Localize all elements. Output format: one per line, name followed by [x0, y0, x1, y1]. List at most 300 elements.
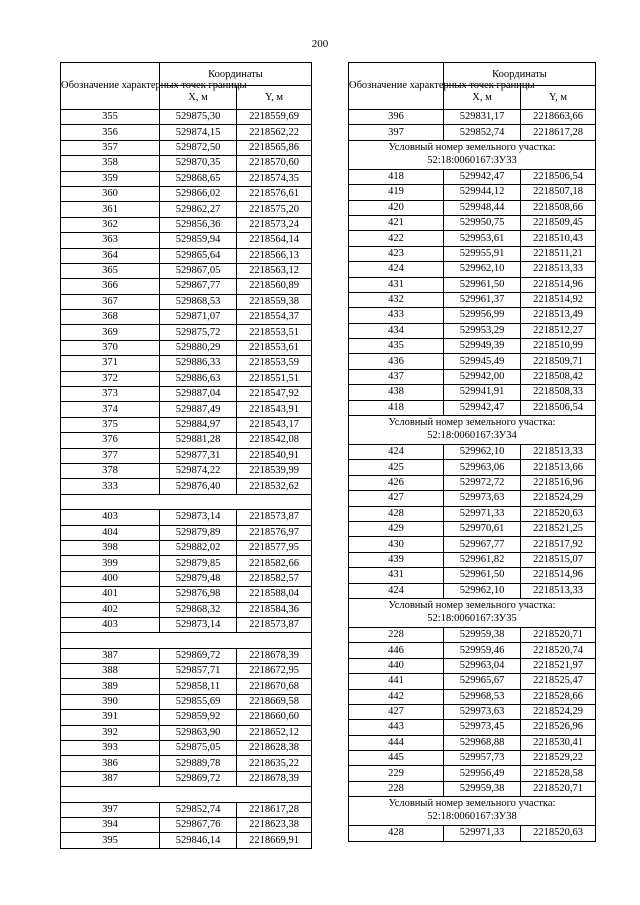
point-id-cell: 434: [349, 323, 444, 338]
x-coordinate-cell: 529963,04: [444, 658, 521, 673]
x-coordinate-cell: 529831,17: [444, 110, 521, 125]
x-coordinate-cell: 529879,48: [160, 571, 237, 586]
point-id-cell: 427: [349, 491, 444, 506]
spacer-row: [61, 494, 312, 509]
point-id-cell: 376: [61, 433, 160, 448]
point-id-cell: 428: [349, 506, 444, 521]
point-id-cell: 418: [349, 400, 444, 415]
y-coordinate-cell: 2218623,38: [237, 817, 312, 832]
x-coordinate-cell: 529962,10: [444, 445, 521, 460]
table-row: [61, 110, 312, 125]
y-coordinate-cell: 2218524,29: [521, 491, 596, 506]
table-row: [61, 756, 312, 771]
point-id-cell: 431: [349, 277, 444, 292]
table-row: [349, 674, 596, 689]
parcel-title-row: [349, 598, 596, 627]
y-coordinate-cell: 2218510,99: [521, 339, 596, 354]
header-x: X, м: [160, 86, 237, 110]
y-coordinate-cell: 2218530,41: [521, 735, 596, 750]
point-id-cell: 431: [349, 568, 444, 583]
table-row: [61, 771, 312, 786]
header-coordinates: Координаты: [160, 63, 312, 86]
x-coordinate-cell: 529852,74: [160, 802, 237, 817]
y-coordinate-cell: 2218554,37: [237, 310, 312, 325]
x-coordinate-cell: 529941,91: [444, 385, 521, 400]
y-coordinate-cell: 2218669,91: [237, 833, 312, 848]
y-coordinate-cell: 2218669,58: [237, 694, 312, 709]
table-row: [349, 369, 596, 384]
x-coordinate-cell: 529887,04: [160, 387, 237, 402]
y-coordinate-cell: 2218574,35: [237, 171, 312, 186]
parcel-number-label: Условный номер земельного участка: 52:18:0060167:ЗУ38: [349, 797, 596, 826]
point-id-cell: 367: [61, 294, 160, 309]
point-id-cell: 365: [61, 263, 160, 278]
x-coordinate-cell: 529852,74: [444, 125, 521, 140]
table-row: [61, 433, 312, 448]
table-row: [61, 310, 312, 325]
x-coordinate-cell: 529971,33: [444, 506, 521, 521]
table-row: [61, 679, 312, 694]
y-coordinate-cell: 2218517,92: [521, 537, 596, 552]
x-coordinate-cell: 529880,29: [160, 340, 237, 355]
table-row: [61, 402, 312, 417]
table-row: [349, 231, 596, 246]
point-id-cell: 387: [61, 648, 160, 663]
y-coordinate-cell: 2218566,13: [237, 248, 312, 263]
y-coordinate-cell: 2218573,87: [237, 617, 312, 632]
table-row: [349, 766, 596, 781]
x-coordinate-cell: 529868,32: [160, 602, 237, 617]
y-coordinate-cell: 2218663,66: [521, 110, 596, 125]
y-coordinate-cell: 2218672,95: [237, 664, 312, 679]
table-row: [61, 664, 312, 679]
x-coordinate-cell: 529961,37: [444, 292, 521, 307]
point-id-cell: 361: [61, 202, 160, 217]
point-id-cell: 439: [349, 552, 444, 567]
point-id-cell: 387: [61, 771, 160, 786]
x-coordinate-cell: 529965,67: [444, 674, 521, 689]
x-coordinate-cell: 529945,49: [444, 354, 521, 369]
y-coordinate-cell: 2218529,22: [521, 751, 596, 766]
table-row: [349, 583, 596, 598]
x-coordinate-cell: 529973,45: [444, 720, 521, 735]
x-coordinate-cell: 529873,14: [160, 617, 237, 632]
y-coordinate-cell: 2218514,96: [521, 277, 596, 292]
y-coordinate-cell: 2218588,04: [237, 587, 312, 602]
y-coordinate-cell: 2218521,97: [521, 658, 596, 673]
x-coordinate-cell: 529869,72: [160, 648, 237, 663]
x-coordinate-cell: 529963,06: [444, 460, 521, 475]
y-coordinate-cell: 2218553,51: [237, 325, 312, 340]
point-id-cell: 397: [61, 802, 160, 817]
table-row: [349, 323, 596, 338]
point-id-cell: 423: [349, 246, 444, 261]
point-id-cell: 404: [61, 525, 160, 540]
y-coordinate-cell: 2218582,66: [237, 556, 312, 571]
point-id-cell: 398: [61, 540, 160, 555]
x-coordinate-cell: 529961,50: [444, 568, 521, 583]
table-row: [61, 325, 312, 340]
y-coordinate-cell: 2218509,45: [521, 215, 596, 230]
x-coordinate-cell: 529875,72: [160, 325, 237, 340]
point-id-cell: 422: [349, 231, 444, 246]
point-id-cell: 420: [349, 200, 444, 215]
y-coordinate-cell: 2218543,91: [237, 402, 312, 417]
point-id-cell: 440: [349, 658, 444, 673]
table-row: [61, 233, 312, 248]
point-id-cell: 355: [61, 110, 160, 125]
x-coordinate-cell: 529846,14: [160, 833, 237, 848]
table-row: [61, 741, 312, 756]
spacer-cell: [61, 633, 312, 648]
table-row: [349, 215, 596, 230]
x-coordinate-cell: 529886,33: [160, 356, 237, 371]
y-coordinate-cell: 2218670,68: [237, 679, 312, 694]
table-row: [349, 826, 596, 841]
point-id-cell: 363: [61, 233, 160, 248]
point-id-cell: 397: [349, 125, 444, 140]
y-coordinate-cell: 2218508,42: [521, 369, 596, 384]
table-row: [349, 110, 596, 125]
header-coordinates: Координаты: [444, 63, 596, 86]
point-id-cell: 395: [61, 833, 160, 848]
x-coordinate-cell: 529944,12: [444, 185, 521, 200]
point-id-cell: 356: [61, 125, 160, 140]
y-coordinate-cell: 2218515,07: [521, 552, 596, 567]
spacer-row: [61, 633, 312, 648]
table-row: [349, 308, 596, 323]
header-point-label: Обозначение характерных точек границы: [61, 63, 160, 110]
spacer-cell: [61, 494, 312, 509]
table-row: [349, 491, 596, 506]
table-row: [61, 371, 312, 386]
point-id-cell: 377: [61, 448, 160, 463]
y-coordinate-cell: 2218547,92: [237, 387, 312, 402]
point-id-cell: 375: [61, 417, 160, 432]
table-row: [61, 540, 312, 555]
table-row: [349, 400, 596, 415]
x-coordinate-cell: 529870,35: [160, 156, 237, 171]
page-number: 200: [311, 38, 329, 50]
x-coordinate-cell: 529948,44: [444, 200, 521, 215]
y-coordinate-cell: 2218510,43: [521, 231, 596, 246]
table-row: [61, 140, 312, 155]
x-coordinate-cell: 529962,10: [444, 262, 521, 277]
x-coordinate-cell: 529956,99: [444, 308, 521, 323]
x-coordinate-cell: 529955,91: [444, 246, 521, 261]
y-coordinate-cell: 2218617,28: [237, 802, 312, 817]
x-coordinate-cell: 529961,50: [444, 277, 521, 292]
point-id-cell: 390: [61, 694, 160, 709]
table-row: [61, 463, 312, 478]
x-coordinate-cell: 529881,28: [160, 433, 237, 448]
x-coordinate-cell: 529868,65: [160, 171, 237, 186]
y-coordinate-cell: 2218520,71: [521, 781, 596, 796]
x-coordinate-cell: 529873,14: [160, 510, 237, 525]
x-coordinate-cell: 529959,38: [444, 781, 521, 796]
point-id-cell: 419: [349, 185, 444, 200]
table-row: [349, 385, 596, 400]
point-id-cell: 445: [349, 751, 444, 766]
point-id-cell: 433: [349, 308, 444, 323]
x-coordinate-cell: 529959,46: [444, 643, 521, 658]
point-id-cell: 369: [61, 325, 160, 340]
y-coordinate-cell: 2218559,69: [237, 110, 312, 125]
x-coordinate-cell: 529871,07: [160, 310, 237, 325]
y-coordinate-cell: 2218576,61: [237, 186, 312, 201]
x-coordinate-cell: 529862,27: [160, 202, 237, 217]
table-row: [61, 248, 312, 263]
y-coordinate-cell: 2218516,96: [521, 475, 596, 490]
point-id-cell: 371: [61, 356, 160, 371]
x-coordinate-cell: 529859,92: [160, 710, 237, 725]
x-coordinate-cell: 529950,75: [444, 215, 521, 230]
y-coordinate-cell: 2218565,86: [237, 140, 312, 155]
y-coordinate-cell: 2218573,24: [237, 217, 312, 232]
y-coordinate-cell: 2218506,54: [521, 400, 596, 415]
x-coordinate-cell: 529869,72: [160, 771, 237, 786]
point-id-cell: 392: [61, 725, 160, 740]
x-coordinate-cell: 529970,61: [444, 521, 521, 536]
y-coordinate-cell: 2218562,22: [237, 125, 312, 140]
table-row: [61, 217, 312, 232]
x-coordinate-cell: 529971,33: [444, 826, 521, 841]
y-coordinate-cell: 2218652,12: [237, 725, 312, 740]
table-body-left: [61, 110, 312, 849]
point-id-cell: 393: [61, 741, 160, 756]
table-row: [349, 704, 596, 719]
point-id-cell: 444: [349, 735, 444, 750]
spacer-cell: [61, 787, 312, 802]
table-row: [61, 556, 312, 571]
point-id-cell: 428: [349, 826, 444, 841]
table-row: [349, 169, 596, 184]
y-coordinate-cell: 2218577,95: [237, 540, 312, 555]
y-coordinate-cell: 2218532,62: [237, 479, 312, 494]
point-id-cell: 362: [61, 217, 160, 232]
x-coordinate-cell: 529876,40: [160, 479, 237, 494]
table-row: [61, 156, 312, 171]
x-coordinate-cell: 529859,94: [160, 233, 237, 248]
y-coordinate-cell: 2218520,71: [521, 627, 596, 642]
x-coordinate-cell: 529856,36: [160, 217, 237, 232]
x-coordinate-cell: 529867,76: [160, 817, 237, 832]
point-id-cell: 358: [61, 156, 160, 171]
point-id-cell: 427: [349, 704, 444, 719]
y-coordinate-cell: 2218521,25: [521, 521, 596, 536]
table-row: [61, 725, 312, 740]
y-coordinate-cell: 2218508,33: [521, 385, 596, 400]
y-coordinate-cell: 2218513,33: [521, 583, 596, 598]
x-coordinate-cell: 529876,98: [160, 587, 237, 602]
point-id-cell: 424: [349, 583, 444, 598]
point-id-cell: 388: [61, 664, 160, 679]
table-row: [349, 185, 596, 200]
point-id-cell: 333: [61, 479, 160, 494]
x-coordinate-cell: 529956,49: [444, 766, 521, 781]
point-id-cell: 424: [349, 445, 444, 460]
table-row: [61, 171, 312, 186]
y-coordinate-cell: 2218514,92: [521, 292, 596, 307]
point-id-cell: 228: [349, 781, 444, 796]
x-coordinate-cell: 529879,89: [160, 525, 237, 540]
table-row: [61, 356, 312, 371]
table-row: [349, 658, 596, 673]
point-id-cell: 432: [349, 292, 444, 307]
table-row: [61, 833, 312, 848]
table-row: [61, 340, 312, 355]
parcel-number-label: Условный номер земельного участка: 52:18:0060167:ЗУ35: [349, 598, 596, 627]
y-coordinate-cell: 2218539,99: [237, 463, 312, 478]
table-row: [349, 781, 596, 796]
table-row: [349, 445, 596, 460]
table-row: [61, 125, 312, 140]
x-coordinate-cell: 529949,39: [444, 339, 521, 354]
point-id-cell: 368: [61, 310, 160, 325]
parcel-number-label: Условный номер земельного участка: 52:18:0060167:ЗУ33: [349, 140, 596, 169]
table-row: [349, 568, 596, 583]
table-row: [61, 617, 312, 632]
x-coordinate-cell: 529865,64: [160, 248, 237, 263]
table-row: [61, 186, 312, 201]
point-id-cell: 441: [349, 674, 444, 689]
point-id-cell: 389: [61, 679, 160, 694]
point-id-cell: 399: [61, 556, 160, 571]
point-id-cell: 372: [61, 371, 160, 386]
y-coordinate-cell: 2218678,39: [237, 771, 312, 786]
point-id-cell: 436: [349, 354, 444, 369]
parcel-title-row: [349, 797, 596, 826]
y-coordinate-cell: 2218526,96: [521, 720, 596, 735]
x-coordinate-cell: 529942,47: [444, 400, 521, 415]
x-coordinate-cell: 529882,02: [160, 540, 237, 555]
x-coordinate-cell: 529857,71: [160, 664, 237, 679]
coordinates-table-right: [348, 62, 596, 842]
y-coordinate-cell: 2218513,33: [521, 445, 596, 460]
point-id-cell: 438: [349, 385, 444, 400]
parcel-number-label: Условный номер земельного участка: 52:18:0060167:ЗУ34: [349, 416, 596, 445]
table-row: [349, 339, 596, 354]
y-coordinate-cell: 2218513,66: [521, 460, 596, 475]
table-row: [349, 735, 596, 750]
table-row: [61, 602, 312, 617]
table-row: [61, 417, 312, 432]
point-id-cell: 228: [349, 627, 444, 642]
point-id-cell: 443: [349, 720, 444, 735]
y-coordinate-cell: 2218582,57: [237, 571, 312, 586]
table-row: [349, 292, 596, 307]
point-id-cell: 426: [349, 475, 444, 490]
y-coordinate-cell: 2218520,63: [521, 826, 596, 841]
y-coordinate-cell: 2218514,96: [521, 568, 596, 583]
y-coordinate-cell: 2218553,61: [237, 340, 312, 355]
y-coordinate-cell: 2218528,66: [521, 689, 596, 704]
table-row: [349, 354, 596, 369]
y-coordinate-cell: 2218617,28: [521, 125, 596, 140]
y-coordinate-cell: 2218507,18: [521, 185, 596, 200]
parcel-title-row: [349, 140, 596, 169]
x-coordinate-cell: 529874,22: [160, 463, 237, 478]
table-row: [349, 506, 596, 521]
table-row: [349, 246, 596, 261]
x-coordinate-cell: 529962,10: [444, 583, 521, 598]
point-id-cell: 425: [349, 460, 444, 475]
y-coordinate-cell: 2218575,20: [237, 202, 312, 217]
x-coordinate-cell: 529953,29: [444, 323, 521, 338]
x-coordinate-cell: 529866,02: [160, 186, 237, 201]
table-row: [61, 263, 312, 278]
point-id-cell: 373: [61, 387, 160, 402]
y-coordinate-cell: 2218543,17: [237, 417, 312, 432]
point-id-cell: 394: [61, 817, 160, 832]
point-id-cell: 386: [61, 756, 160, 771]
y-coordinate-cell: 2218520,74: [521, 643, 596, 658]
table-row: [349, 125, 596, 140]
x-coordinate-cell: 529961,82: [444, 552, 521, 567]
x-coordinate-cell: 529942,00: [444, 369, 521, 384]
y-coordinate-cell: 2218564,14: [237, 233, 312, 248]
x-coordinate-cell: 529874,15: [160, 125, 237, 140]
y-coordinate-cell: 2218512,27: [521, 323, 596, 338]
table-row: [61, 479, 312, 494]
table-row: [349, 627, 596, 642]
table-row: [349, 200, 596, 215]
y-coordinate-cell: 2218542,08: [237, 433, 312, 448]
y-coordinate-cell: 2218576,97: [237, 525, 312, 540]
point-id-cell: 359: [61, 171, 160, 186]
table-row: [61, 710, 312, 725]
y-coordinate-cell: 2218508,66: [521, 200, 596, 215]
point-id-cell: 378: [61, 463, 160, 478]
point-id-cell: 442: [349, 689, 444, 704]
table-row: [61, 802, 312, 817]
point-id-cell: 366: [61, 279, 160, 294]
x-coordinate-cell: 529973,63: [444, 491, 521, 506]
table-row: [349, 552, 596, 567]
x-coordinate-cell: 529887,49: [160, 402, 237, 417]
x-coordinate-cell: 529886,63: [160, 371, 237, 386]
point-id-cell: 418: [349, 169, 444, 184]
y-coordinate-cell: 2218525,47: [521, 674, 596, 689]
y-coordinate-cell: 2218520,63: [521, 506, 596, 521]
point-id-cell: 402: [61, 602, 160, 617]
table-row: [61, 525, 312, 540]
y-coordinate-cell: 2218509,71: [521, 354, 596, 369]
x-coordinate-cell: 529855,69: [160, 694, 237, 709]
table-row: [61, 694, 312, 709]
point-id-cell: 437: [349, 369, 444, 384]
y-coordinate-cell: 2218551,51: [237, 371, 312, 386]
x-coordinate-cell: 529973,63: [444, 704, 521, 719]
header-y: Y, м: [237, 86, 312, 110]
x-coordinate-cell: 529867,05: [160, 263, 237, 278]
x-coordinate-cell: 529884,97: [160, 417, 237, 432]
table-row: [349, 537, 596, 552]
table-row: [61, 387, 312, 402]
x-coordinate-cell: 529868,53: [160, 294, 237, 309]
point-id-cell: 435: [349, 339, 444, 354]
table-row: [61, 571, 312, 586]
y-coordinate-cell: 2218559,38: [237, 294, 312, 309]
point-id-cell: 403: [61, 510, 160, 525]
point-id-cell: 357: [61, 140, 160, 155]
x-coordinate-cell: 529959,38: [444, 627, 521, 642]
spacer-row: [61, 787, 312, 802]
point-id-cell: 400: [61, 571, 160, 586]
parcel-title-row: [349, 416, 596, 445]
y-coordinate-cell: 2218553,59: [237, 356, 312, 371]
header-point-label: Обозначение характерных точек границы: [349, 63, 444, 110]
